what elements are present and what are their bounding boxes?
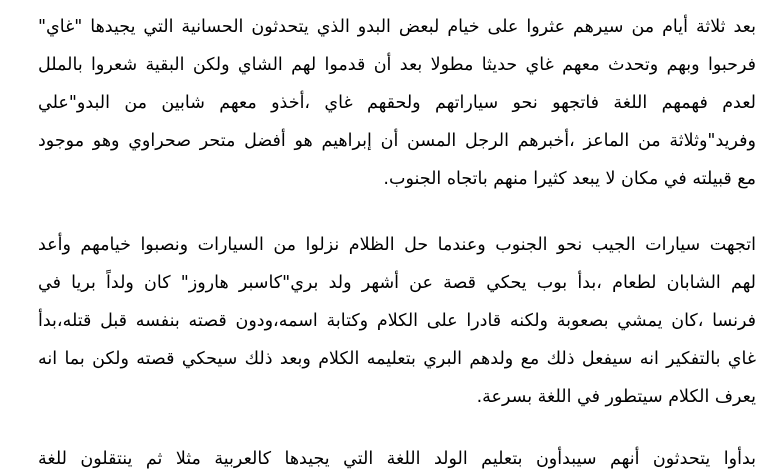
paragraph-text xyxy=(38,226,756,416)
text-line: بدأوا يتحدثون أنهم سيبدأون بتعليم الولد اللغة التي يجيدها كالعربية مثلا ثم ينتقلون للغة xyxy=(38,449,756,469)
text-line: لعدم فهمهم اللغة فاتجهو نحو سياراتهم ولحقهم غاي ،أخذو معهم شابين من البدو"علي xyxy=(38,93,756,113)
text-line: بعد ثلاثة أيام من سيرهم عثروا على خيام لبعض البدو الذي يتحدثون الحسانية التي يجيدها "غاي" xyxy=(38,17,756,37)
text-line: غاي بالتفكير انه سيفعل ذلك مع ولدهم البري بتعليمه الكلام وبعد ذلك سيحكي قصته ولكن بما انه xyxy=(38,349,756,369)
text-line: فرحبوا وبهم وتحدث معهم غاي حديثا مطولا بعد أن قدموا لهم الشاي ولكن البقية شعروا بالملل xyxy=(38,55,756,75)
paragraph-text xyxy=(38,440,756,470)
text-line: يعرف الكلام سيتطور في اللغة بسرعة. xyxy=(476,387,756,407)
text-line: مع قبيلته في مكان لا يبعد كثيرا منهم باتجاه الجنوب. xyxy=(383,169,756,189)
text-line: اتجهت سيارات الجيب نحو الجنوب وعندما حل الظلام نزلوا من السيارات ونصبوا خيامهم وأعد xyxy=(38,235,756,255)
paragraph-2 xyxy=(38,226,756,416)
paragraph-1 xyxy=(38,8,756,198)
paragraph-3 xyxy=(38,440,756,470)
paragraph-text xyxy=(38,8,756,198)
text-line: وفريد"وثلاثة من الماعز ،أخبرهم الرجل المسن أن إبراهيم هو أفضل متحر صحراوي وهو موجود xyxy=(38,131,756,151)
text-line: لهم الشابان لطعام ،بدأ بوب يحكي قصة عن أشهر ولد بري"كاسبر هاروز" كان ولداً بريا في xyxy=(38,273,756,293)
text-line: فرنسا ،كان يمشي بصعوبة ولكنه قادرا على الكلام وكتابة اسمه،ودون قصته بنفسه قبل قتله،بدأ xyxy=(38,311,756,331)
